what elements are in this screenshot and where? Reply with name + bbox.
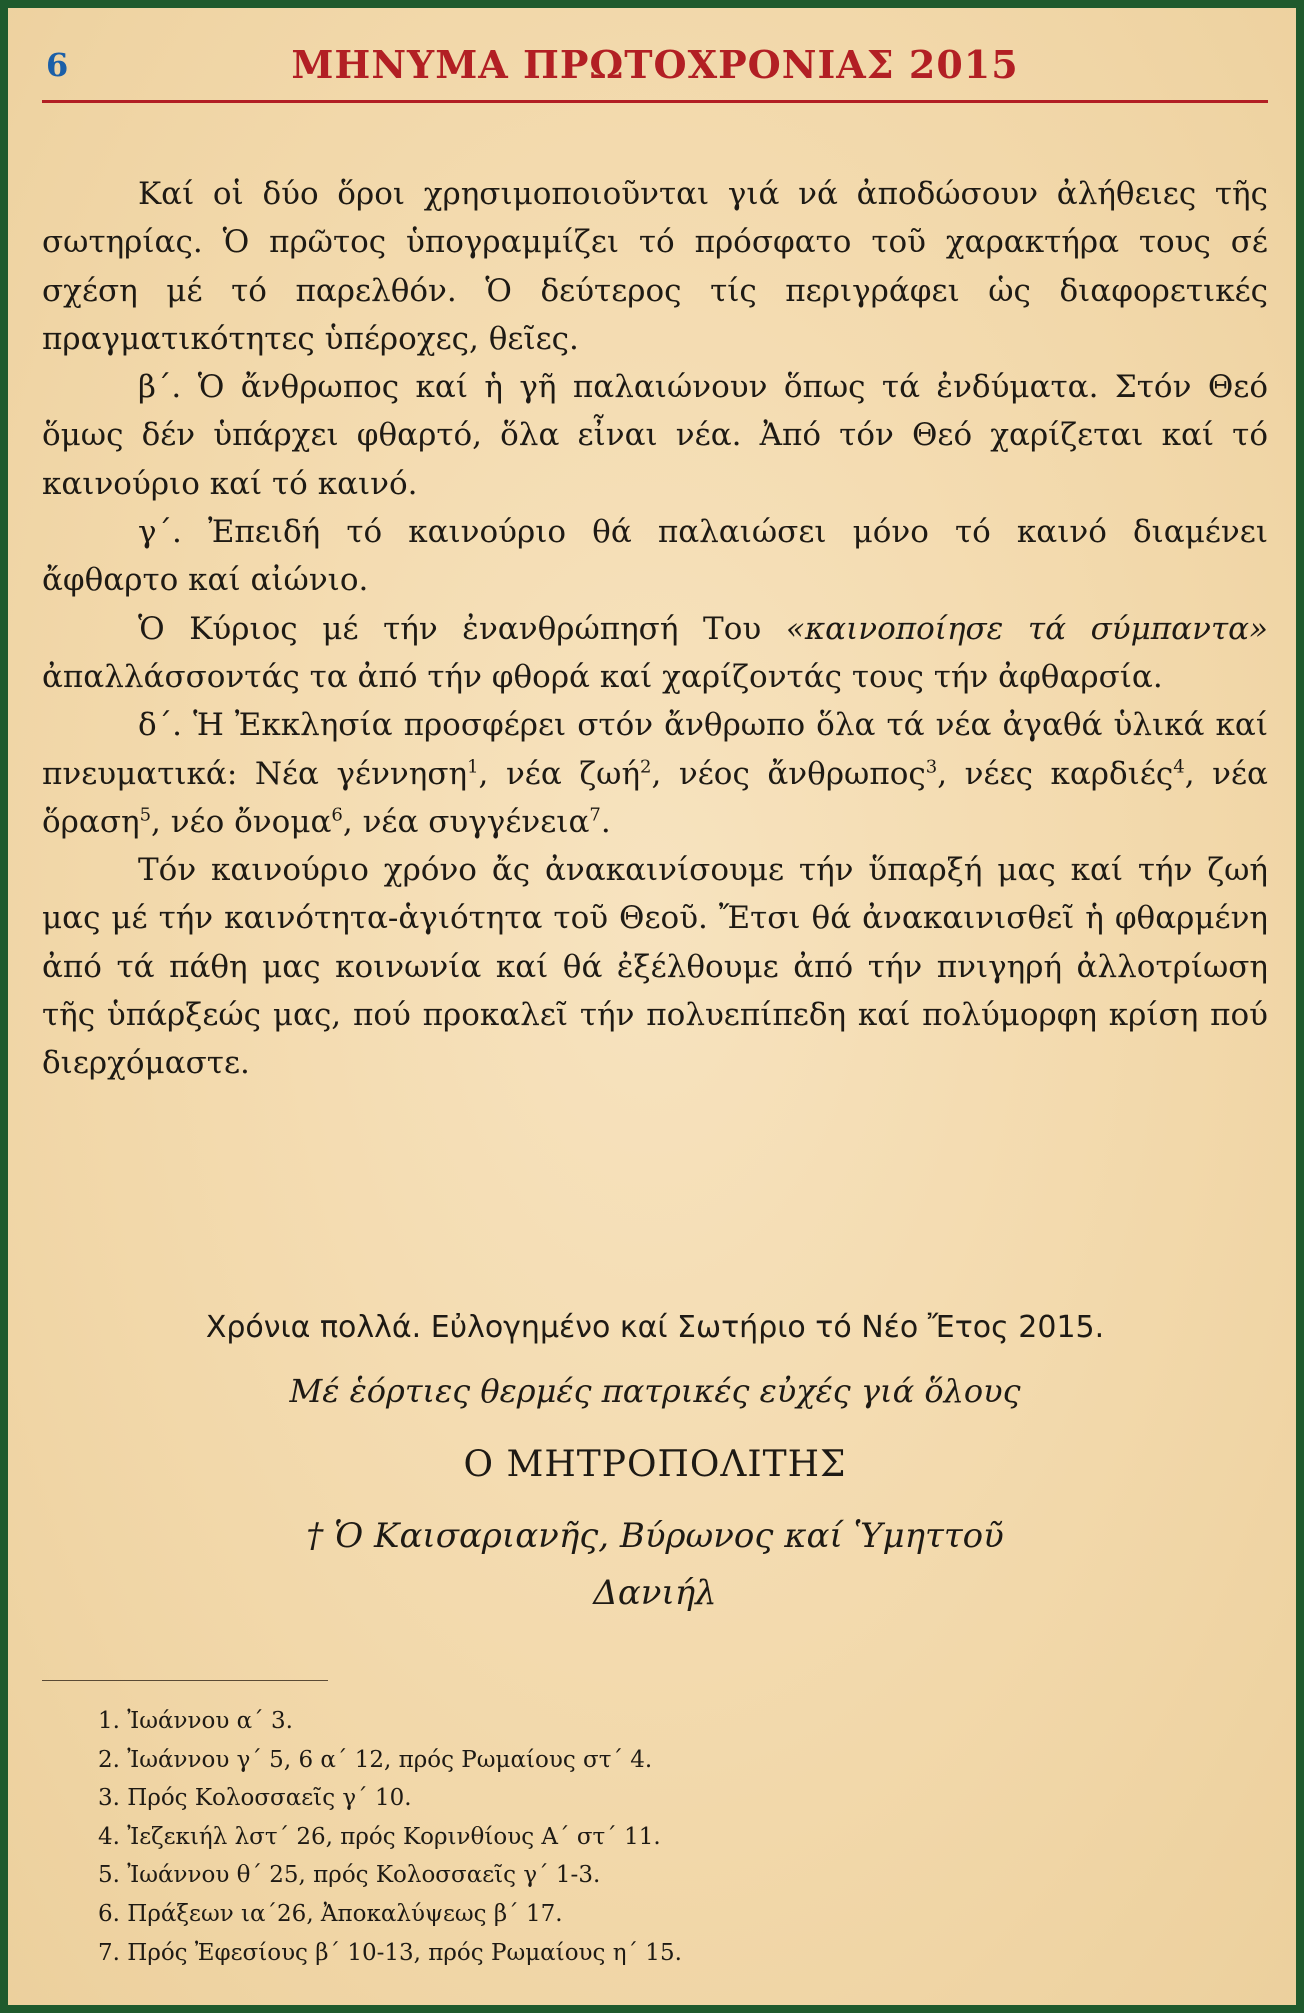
p5-segment: , νέα ὅραση: [42, 755, 1268, 840]
paragraph-6: Τόν καινούριο χρόνο ἄς ἀνακαινίσουμε τήν ὕπαρξή μας καί τήν ζωή μας μέ τήν καινότητα-ἁγιότητα τοῦ Θεοῦ. Ἔτσι θά ἀνακαινισθεῖ ἡ φθαρμένη ἀπό τά πάθη μας κοινωνία καί θά ἐξέλθουμε ἀπό τήν πνιγηρή ἀλλοτρίωση τῆς ὑπάρξεώς μας, πού προκαλεῖ τήν πολυεπίπεδη καί πολύμορφη κρίση πού διερχόμαστε.: [42, 852, 1268, 1082]
paternal-wishes: Μέ ἑόρτιες θερμές πατρικές εὐχές γιά ὅλους: [289, 1372, 1021, 1410]
page-header: [42, 28, 1268, 100]
p5-segment: , νέος ἄνθρωπος: [651, 755, 926, 792]
paragraph-4-text-a: Ὁ Κύριος μέ τήν ἐνανθρώπησή Του: [138, 610, 786, 647]
footnote-ref-3[interactable]: 3: [925, 756, 938, 778]
paragraph-1: Καί οἱ δύο ὅροι χρησιμοποιοῦνται γιά νά ἀποδώσουν ἀλήθειες τῆς σωτηρίας. Ὁ πρῶτος ὑπογραμμίζει τό πρόσφατο τοῦ χαρακτήρα τους σέ σχέση μέ τό παρελθόν. Ὁ δεύτερος τίς περιγράφει ὡς διαφορετικές πραγματικότητες ὑπέροχες, θεῖες.: [42, 176, 1268, 357]
signature-name: Δανιήλ: [593, 1573, 717, 1613]
footnote-6: 6. Πράξεων ια΄26, Ἀποκαλύψεως β΄ 17.: [98, 1900, 563, 1927]
footnote-rule: [42, 1680, 328, 1681]
paragraph-3: γ΄. Ἐπειδή τό καινούριο θά παλαιώσει μόνο τό καινό διαμένει ἄφθαρτο καί αἰώνιο.: [42, 514, 1268, 599]
footnote-5: 5. Ἰωάννου θ΄ 25, πρός Κολοσσαεῖς γ΄ 1-3.: [98, 1862, 601, 1889]
footnote-ref-2[interactable]: 2: [640, 756, 652, 778]
footnote-ref-1[interactable]: 1: [467, 756, 479, 778]
footnote-3: 3. Πρός Κολοσσαεῖς γ΄ 10.: [98, 1785, 412, 1812]
paragraph-4-quote: «καινοποίησε τά σύμπαντα»: [785, 610, 1268, 647]
footnote-ref-5[interactable]: 5: [139, 804, 152, 826]
footnote-2: 2. Ἰωάννου γ΄ 5, 6 α΄ 12, πρός Ρωμαίους στ΄ 4.: [98, 1746, 653, 1773]
document-page: [8, 8, 1296, 2005]
p5-segment: , νέα συγγένεια: [342, 803, 590, 840]
signature-title: Ο ΜΗΤΡΟΠΟΛΙΤΗΣ: [463, 1444, 847, 1485]
p5-segment: , νέο ὄνομα: [151, 803, 332, 840]
paragraph-2: β΄. Ὁ ἄνθρωπος καί ἡ γῆ παλαιώνουν ὅπως τά ἐνδύματα. Στόν Θεό ὅμως δέν ὑπάρχει φθαρτό, ὅλα εἶναι νέα. Ἀπό τόν Θεό χαρίζεται καί τό καινούριο καί τό καινό.: [42, 369, 1268, 502]
p5-segment: , νέες καρδιές: [937, 755, 1174, 792]
new-year-greeting: Χρόνια πολλά. Εὐλογημένο καί Σωτήριο τό Νέο Ἔτος 2015.: [205, 1310, 1105, 1345]
p5-segment: .: [600, 803, 611, 840]
footnote-1: 1. Ἰωάννου α΄ 3.: [98, 1708, 293, 1734]
page-number: 6: [46, 46, 69, 84]
footnote-ref-6[interactable]: 6: [331, 804, 343, 826]
p5-segment: , νέα ζωή: [478, 755, 641, 792]
paragraph-4: [42, 605, 1268, 702]
footnote-ref-7[interactable]: 7: [589, 804, 601, 826]
body-text: [42, 170, 1268, 1088]
footnote-4: 4. Ἰεζεκιήλ λστ΄ 26, πρός Κορινθίους Α΄ στ΄ 11.: [98, 1823, 661, 1850]
footnotes: [98, 1702, 1198, 1972]
running-title: ΜΗΝΥΜΑ ΠΡΩΤΟΧΡΟΝΙΑΣ 2015: [291, 42, 1019, 87]
paragraph-5: [42, 701, 1268, 846]
footnote-7: 7. Πρός Ἐφεσίους β΄ 10-13, πρός Ρωμαίους η΄ 15.: [98, 1939, 682, 1966]
signature-see: † Ὁ Καισαριανῆς, Βύρωνος καί Ὑμηττοῦ: [306, 1516, 1004, 1556]
header-rule: [42, 100, 1268, 103]
footnote-ref-4[interactable]: 4: [1173, 756, 1185, 778]
p5-segment: δ΄. Ἡ Ἐκκλησία προσφέρει στόν ἄνθρωπο ὅλα τά νέα ἀγαθά ὑλικά καί πνευματικά: Νέα γέννηση: [42, 707, 1268, 792]
paragraph-4-text-b: ἀπαλλάσσοντάς τα ἀπό τήν φθορά καί χαρίζοντάς τους τήν ἀφθαρσία.: [42, 658, 1163, 695]
